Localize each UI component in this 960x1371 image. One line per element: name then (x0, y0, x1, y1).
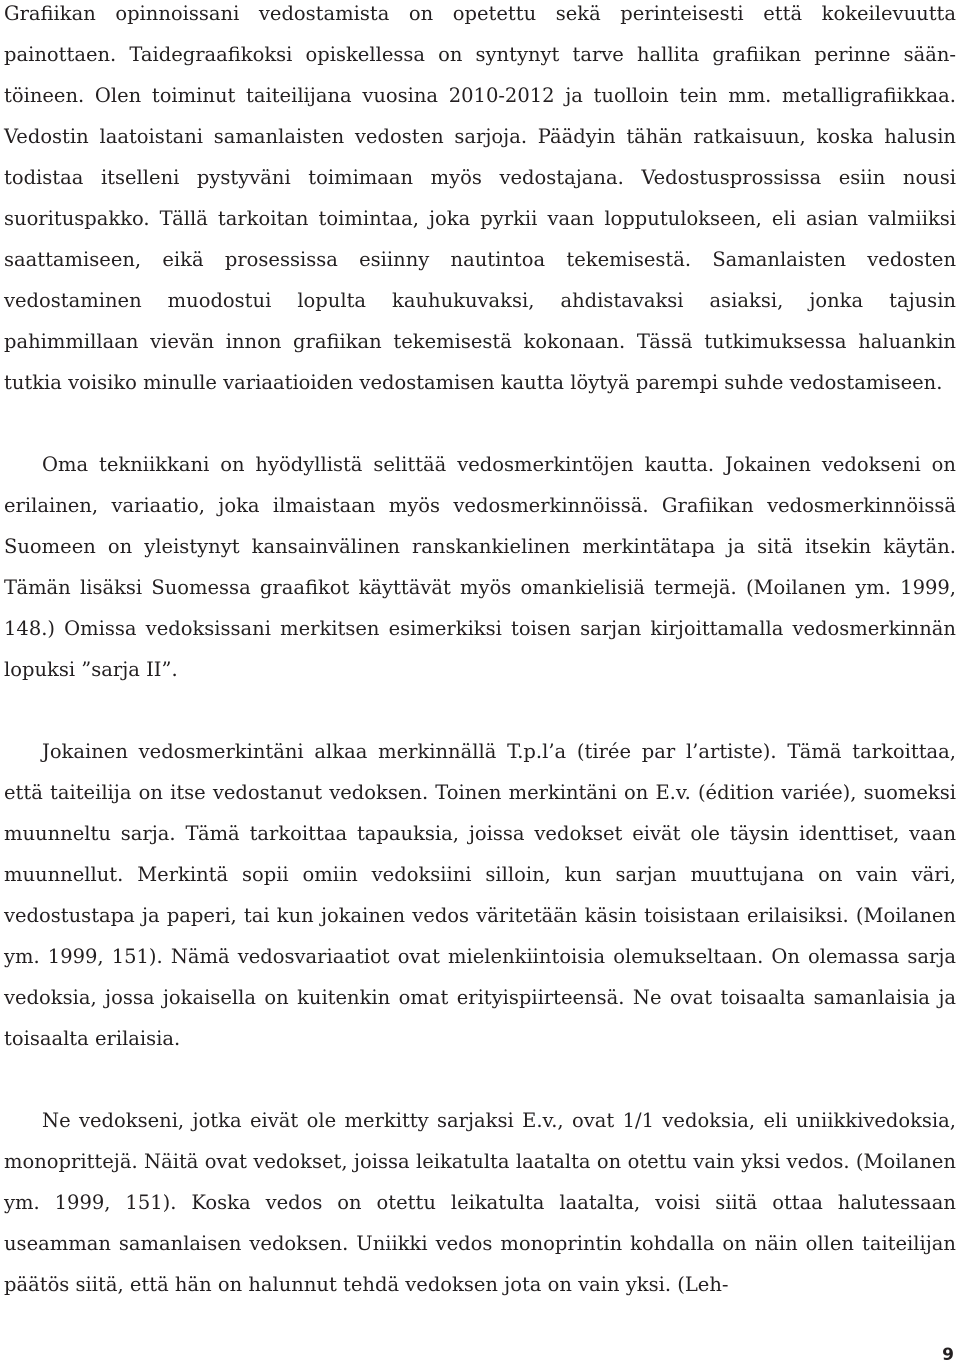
paragraph-3: Jokainen vedosmerkintäni alkaa merkinnällä T.p.l’a (tirée par l’artiste). Tämä tarkoittaa, että taiteilija on itse vedostanut vedoksen. Toinen merkintäni on E.v. (édition variée), suomeksi muunneltu sarja. Tämä tarkoittaa tapauksia, joissa vedokset eivät ole täysin identtiset, vaan muunnellut. Merkintä sopii omiin vedoksiini silloin, kun sarjan muuttujana on vain väri, vedostustapa ja paperi, tai kun jokainen vedos väritetään käsin toisistaan erilaisiksi. (Moilanen ym. 1999, 151). Nämä vedosvariaatiot ovat mielenkiintoisia olemukseltaan. On olemassa sarja vedoksia, jossa jokaisella on kuitenkin omat erityispiirteensä. Ne ovat toisaalta samanlaisia ja toisaalta erilaisia. (4, 740, 956, 1050)
paragraph-2: Oma tekniikkani on hyödyllistä selittää vedosmerkintöjen kautta. Jokainen vedokseni on erilainen, variaatio, joka ilmaistaan myös vedosmerkinnöissä. Grafiikan vedosmerkinnöissä Suomeen on yleistynyt kansainvälinen ranskankielinen merkintätapa ja sitä itsekin käytän. Tämän lisäksi Suomessa graafikot käyttävät myös omankielisiä termejä. (Moilanen ym. 1999, 148.) Omissa vedoksissani merkitsen esimerkiksi toisen sarjan kirjoittamalla vedosmerkinnän lopuksi ”sarja II”. (4, 453, 956, 681)
paragraph-1: Grafiikan opinnoissani vedostamista on opetettu sekä perinteisesti että kokeilevuutta painottaen. Taidegraafikoksi opiskellessa on syntynyt tarve hallita grafiikan perinne sääntöineen. Olen toiminut taiteilijana vuosina 2010-2012 ja tuolloin tein mm. metalligrafiikkaa. Vedostin laatoistani samanlaisten vedosten sarjoja. Päädyin tähän ratkaisuun, koska halusin todistaa itselleni pystyväni toimimaan myös vedostajana. Vedostusprossissa esiin nousi suorituspakko. Tällä tarkoitan toimintaa, joka pyrkii vaan lopputulokseen, eli asian valmiiksi saattamiseen, eikä prosessissa esiinny nautintoa tekemisestä. Samanlaisten vedosten vedostaminen muodostui lopulta kauhukuvaksi, ahdistavaksi asiaksi, jonka tajusin pahimmillaan vievän innon grafiikan tekemisestä kokonaan. Tässä tutkimuksessa haluankin tutkia voisiko minulle variaatioiden vedostamisen kautta löytyä parempi suhde vedostamiseen. (4, 2, 956, 394)
paragraph-4: Ne vedokseni, jotka eivät ole merkitty sarjaksi E.v., ovat 1/1 vedoksia, eli uniikkivedoksia, monoprittejä. Näitä ovat vedokset, joissa leikatulta laatalta on otettu vain yksi vedos. (Moilanen ym. 1999, 151). Koska vedos on otettu leikatulta laatalta, voisi siitä ottaa halutessaan useamman samanlaisen vedoksen. Uniikki vedos monoprintin kohdalla on näin ollen taiteilijan päätös siitä, että hän on halunnut tehdä vedoksen jota on vain yksi. (Leh- (4, 1109, 956, 1296)
page-number: 9 (942, 1345, 954, 1365)
document-page (4, 0, 956, 1305)
